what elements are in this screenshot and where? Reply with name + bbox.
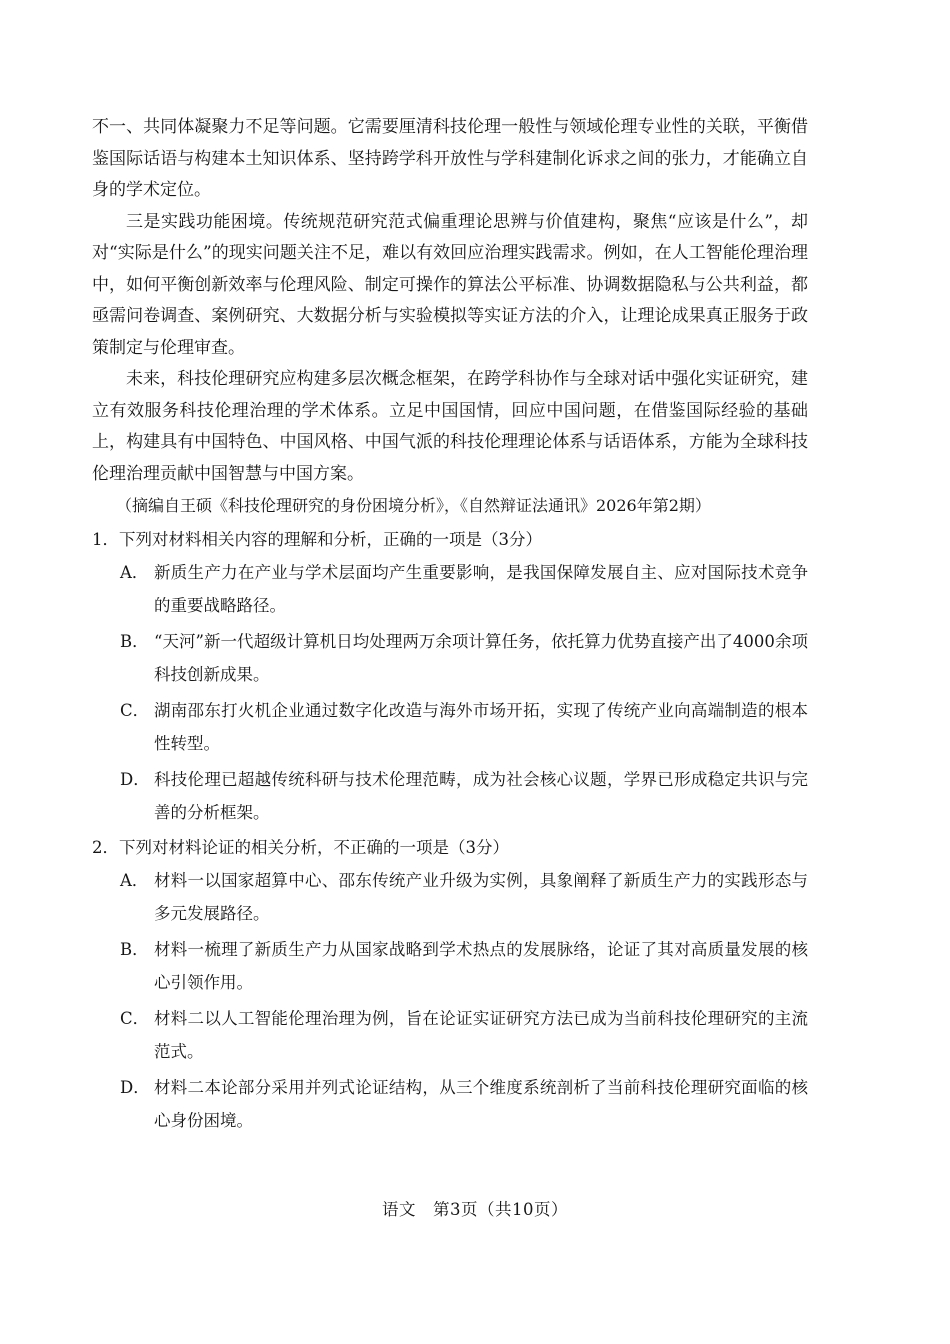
page-content xyxy=(92,112,808,1140)
option-letter: D． xyxy=(120,1077,150,1097)
option-item xyxy=(92,763,808,829)
option-text: 材料一以国家超算中心、邵东传统产业升级为实例，具象阐释了新质生产力的实践形态与多元发展路径。 xyxy=(154,870,808,923)
option-text: 材料二本论部分采用并列式论证结构，从三个维度系统剖析了当前科技伦理研究面临的核心身份困境。 xyxy=(154,1077,808,1130)
question-stem: 1．下列对材料相关内容的理解和分析，正确的一项是（3分） xyxy=(92,529,542,549)
option-text: 新质生产力在产业与学术层面均产生重要影响，是我国保障发展自主、应对国际技术竞争的重要战略路径。 xyxy=(154,562,808,615)
option-item xyxy=(92,694,808,760)
passage-paragraph: 未来，科技伦理研究应构建多层次概念框架，在跨学科协作与全球对话中强化实证研究，建立有效服务科技伦理治理的学术体系。立足中国国情，回应中国问题，在借鉴国际经验的基础上，构建具有中国特色、中国风格、中国气派的科技伦理理论体系与话语体系，方能为全球科技伦理治理贡献中国智慧与中国方案。 xyxy=(92,369,808,484)
option-item xyxy=(92,933,808,999)
option-text: 材料二以人工智能伦理治理为例，旨在论证实证研究方法已成为当前科技伦理研究的主流范式。 xyxy=(154,1008,808,1061)
option-letter: D． xyxy=(120,769,150,789)
option-item xyxy=(92,556,808,622)
option-text: 材料一梳理了新质生产力从国家战略到学术热点的发展脉络，论证了其对高质量发展的核心引领作用。 xyxy=(154,939,808,992)
option-list xyxy=(92,556,808,829)
option-letter: B． xyxy=(120,939,149,959)
option-letter: B． xyxy=(120,631,149,651)
source-citation: （摘编自王硕《科技伦理研究的身份困境分析》，《自然辩证法通讯》2026年第2期） xyxy=(116,496,711,515)
option-item xyxy=(92,625,808,691)
option-letter: A． xyxy=(120,870,149,890)
option-letter: C． xyxy=(120,1008,150,1028)
page-footer: 语文 第3页（共10页） xyxy=(382,1200,568,1219)
question-1 xyxy=(92,524,808,829)
option-text: 科技伦理已超越传统科研与技术伦理范畴，成为社会核心议题，学界已形成稳定共识与完善的分析框架。 xyxy=(154,769,808,822)
passage-paragraph: 三是实践功能困境。传统规范研究范式偏重理论思辨与价值建构，聚焦“应该是什么”，却对“实际是什么”的现实问题关注不足，难以有效回应治理实践需求。例如，在人工智能伦理治理中，如何平衡创新效率与伦理风险、制定可操作的算法公平标准、协调数据隐私与公共利益，都亟需问卷调查、案例研究、大数据分析与实验模拟等实证方法的介入，让理论成果真正服务于政策制定与伦理审查。 xyxy=(92,211,808,358)
question-2 xyxy=(92,832,808,1137)
option-text: “天河”新一代超级计算机日均处理两万余项计算任务，依托算力优势直接产出了4000余项科技创新成果。 xyxy=(154,631,808,684)
option-list xyxy=(92,864,808,1137)
option-letter: A． xyxy=(120,562,149,582)
passage-paragraph: 不一、共同体凝聚力不足等问题。它需要厘清科技伦理一般性与领域伦理专业性的关联，平衡借鉴国际话语与构建本土知识体系、坚持跨学科开放性与学科建制化诉求之间的张力，才能确立自身的学术定位。 xyxy=(92,117,808,200)
question-stem: 2．下列对材料论证的相关分析，不正确的一项是（3分） xyxy=(92,837,509,857)
option-letter: C． xyxy=(120,700,150,720)
option-item xyxy=(92,1071,808,1137)
option-item xyxy=(92,864,808,930)
option-text: 湖南邵东打火机企业通过数字化改造与海外市场开拓，实现了传统产业向高端制造的根本性转型。 xyxy=(154,700,808,753)
option-item xyxy=(92,1002,808,1068)
